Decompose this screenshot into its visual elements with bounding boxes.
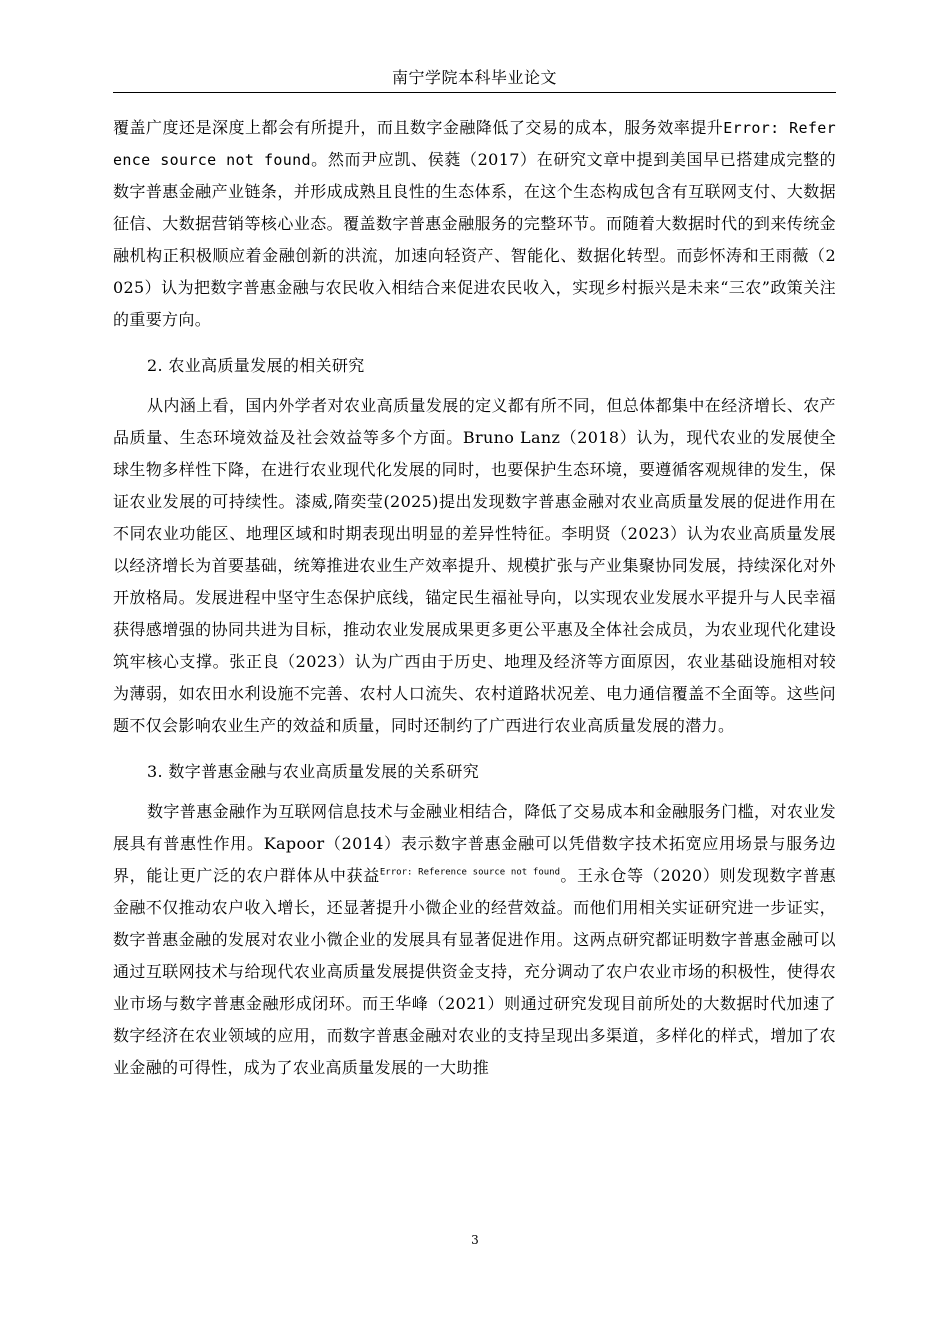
- section-heading-3: 3. 数字普惠金融与农业高质量发展的关系研究: [147, 762, 480, 781]
- page-body: [113, 112, 836, 1084]
- paragraph-text: 。王永仓等（2020）则发现数字普惠金融不仅推动农户收入增长，还显著提升小微企业的经营效益。而他们用相关实证研究进一步证实，数字普惠金融的发展对农业小微企业的发展具有显著促进作用。这两点研究都证明数字普惠金融可以通过互联网技术与给现代农业高质量发展提供资金支持，充分调动了农户农业市场的积极性，使得农业市场与数字普惠金融形成闭环。而王华峰（2021）则通过研究发现目前所处的大数据时代加速了数字经济在农业领域的应用，而数字普惠金融对农业的支持呈现出多渠道，多样化的样式，增加了农业金融的可得性，成为了农业高质量发展的一大助推: [113, 866, 836, 1077]
- paragraph-digital-finance-continued: [113, 112, 836, 336]
- paragraph-text: 覆盖广度还是深度上都会有所提升，而且数字金融降低了交易的成本，服务效率提升: [113, 118, 724, 137]
- reference-error-text: Error: Reference source not found: [113, 119, 836, 169]
- paragraph-text: 。然而尹应凯、侯蕤（2017）在研究文章中提到美国早已搭建成完整的数字普惠金融产业链条，并形成成熟且良性的生态体系，在这个生态构成包含有互联网支付、大数据征信、大数据营销等核心业态。覆盖数字普惠金融服务的完整环节。而随着大数据时代的到来传统金融机构正积极顺应着金融创新的洪流，加速向轻资产、智能化、数据化转型。而彭怀涛和王雨薇（2025）认为把数字普惠金融与农民收入相结合来促进农民收入，实现乡村振兴是未来“三农”政策关注的重要方向。: [113, 150, 836, 329]
- section-heading-2: 2. 农业高质量发展的相关研究: [147, 356, 365, 375]
- paragraph-text: 数字普惠金融作为互联网信息技术与金融业相结合，降低了交易成本和金融服务门槛，对农业发展具有普惠性作用。Kapoor（2014）表示数字普惠金融可以凭借数字技术拓宽应用场景与服务边界，能让更广泛的农户群体从中获益: [113, 802, 836, 885]
- paragraph-agriculture-research: 从内涵上看，国内外学者对农业高质量发展的定义都有所不同，但总体都集中在经济增长、农产品质量、生态环境效益及社会效益等多个方面。Bruno Lanz（2018）认为，现代农业的发展使全球生物多样性下降，在进行农业现代化发展的同时，也要保护生态环境，要遵循客观规律的发生，保证农业发展的可持续性。漆威,隋奕莹(2025)提出发现数字普惠金融对农业高质量发展的促进作用在不同农业功能区、地理区域和时期表现出明显的差异性特征。李明贤（2023）认为农业高质量发展以经济增长为首要基础，统筹推进农业生产效率提升、规模扩张与产业集聚协同发展，持续深化对外开放格局。发展进程中坚守生态保护底线，锚定民生福祉导向，以实现农业发展水平提升与人民幸福获得感增强的协同共进为目标，推动农业发展成果更多更公平惠及全体社会成员，为农业现代化建设筑牢核心支撑。张正良（2023）认为广西由于历史、地理及经济等方面原因，农业基础设施相对较为薄弱，如农田水利设施不完善、农村人口流失、农村道路状况差、电力通信覆盖不全面等。这些问题不仅会影响农业生产的效益和质量，同时还制约了广西进行农业高质量发展的潜力。: [113, 396, 836, 735]
- page-number: 3: [471, 1233, 479, 1247]
- page-header-title: 南宁学院本科毕业论文: [391, 68, 557, 87]
- paragraph-relationship-research: [113, 796, 836, 1084]
- reference-error-superscript: Error: Reference source not found: [379, 867, 561, 878]
- header-divider: [113, 92, 836, 93]
